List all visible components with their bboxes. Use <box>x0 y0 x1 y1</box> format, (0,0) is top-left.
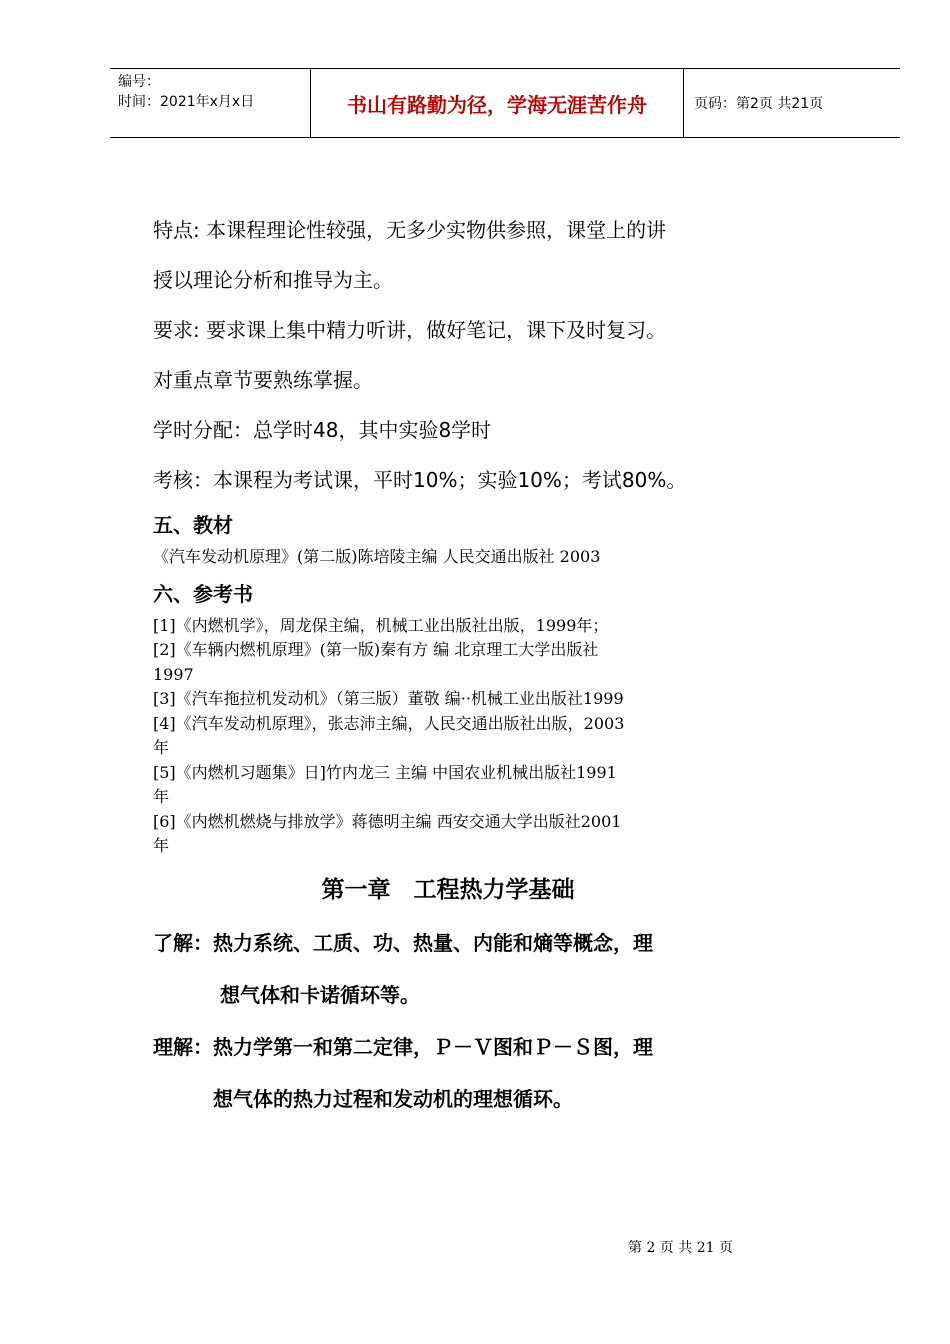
reference-line: [4]《汽车发动机原理》，张志沛主编，人民交通出版社出版，2003 <box>153 713 625 733</box>
page-footer: 第 2 页 共 21 页 <box>628 1240 733 1256</box>
document-body <box>153 205 743 1125</box>
hours-line: 学时分配：总学时48，其中实验8学时 <box>153 418 492 442</box>
header-meta <box>110 69 311 137</box>
features-line-2: 授以理论分析和推导为主。 <box>153 268 393 292</box>
reference-list <box>153 614 743 859</box>
requirements-line-1: 要求: 要求课上集中精力听讲，做好笔记，课下及时复习。 <box>153 318 667 342</box>
page-header <box>110 68 900 138</box>
reference-line: [6]《内燃机燃烧与排放学》蒋德明主编 西安交通大学出版社2001 <box>153 811 622 831</box>
comprehend-line-1: 理解：热力学第一和第二定律，Ｐ－Ｖ图和Ｐ－Ｓ图，理 <box>153 1034 653 1059</box>
header-motto: 书山有路勤为径，学海无涯苦作舟 <box>311 69 684 137</box>
requirements-line-2: 对重点章节要熟练掌握。 <box>153 368 373 392</box>
reference-line: 年 <box>153 738 170 757</box>
comprehend-line-2: 想气体的热力过程和发动机的理想循环。 <box>213 1086 573 1111</box>
number-label: 编号： <box>118 74 160 90</box>
section-6-title: 六、参考书 <box>153 581 253 606</box>
features-line-1: 特点: 本课程理论性较强，无多少实物供参照，课堂上的讲 <box>153 218 667 242</box>
reference-line: 年 <box>153 836 170 855</box>
reference-line: [5]《内燃机习题集》日]竹内龙三 主编 中国农业机械出版社1991 <box>153 762 617 782</box>
understand-line-1: 了解：热力系统、工质、功、热量、内能和熵等概念，理 <box>153 930 653 955</box>
time-label: 时间：2021年x月x日 <box>118 94 255 110</box>
assessment-line: 考核：本课程为考试课，平时10%；实验10%；考试80%。 <box>153 468 687 492</box>
section-5-title: 五、教材 <box>153 513 233 537</box>
reference-line: 1997 <box>153 664 194 684</box>
header-page-info: 页码：第2页 共21页 <box>694 96 824 112</box>
textbook-entry: 《汽车发动机原理》(第二版)陈培陵主编 人民交通出版社 2003 <box>153 547 601 566</box>
reference-line: 年 <box>153 787 170 806</box>
understand-line-2: 想气体和卡诺循环等。 <box>220 982 420 1007</box>
reference-line: [2]《车辆内燃机原理》(第一版)秦有方 编 北京理工大学出版社 <box>153 640 599 659</box>
reference-line: [1]《内燃机学》，周龙保主编，机械工业出版社出版，1999年； <box>153 615 609 635</box>
chapter-title: 第一章 工程热力学基础 <box>321 876 575 903</box>
reference-line: [3]《汽车拖拉机发动机》（第三版）董敬 编··机械工业出版社1999 <box>153 689 624 708</box>
